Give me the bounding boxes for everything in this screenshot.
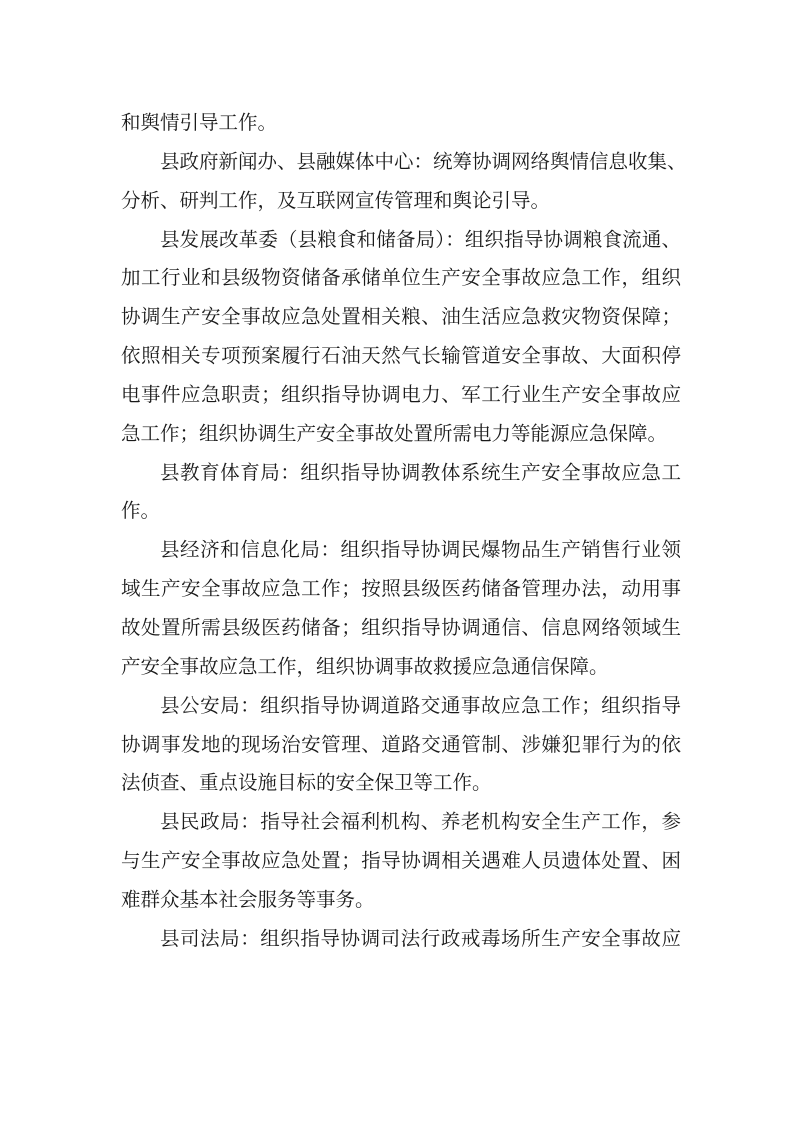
paragraph-line: 县政府新闻办、县融媒体中心：统筹协调网络舆情信息收集、 — [160, 149, 687, 173]
paragraph-line: 与生产安全事故应急处置；指导协调相关遇难人员遗体处置、困 — [121, 849, 681, 873]
paragraph-line: 协调事发地的现场治安管理、道路交通管制、涉嫌犯罪行为的依 — [121, 732, 681, 756]
paragraph-line: 难群众基本社会服务等事务。 — [121, 887, 375, 911]
paragraph — [121, 454, 681, 532]
paragraph-line: 域生产安全事故应急工作；按照县级医药储备管理办法，动用事 — [121, 577, 681, 601]
paragraph-line: 电事件应急职责；组织指导协调电力、军工行业生产安全事故应 — [121, 382, 681, 406]
paragraph-line: 县司法局：组织指导协调司法行政戒毒场所生产安全事故应 — [160, 926, 681, 950]
paragraph-line: 依照相关专项预案履行石油天然气长输管道安全事故、大面积停 — [121, 344, 681, 368]
paragraph — [121, 531, 681, 686]
paragraph — [121, 143, 687, 221]
paragraph-line: 产安全事故应急工作，组织协调事故救援应急通信保障。 — [121, 654, 609, 678]
paragraph-line: 县民政局：指导社会福利机构、养老机构安全生产工作，参 — [160, 810, 681, 834]
paragraph-line: 法侦查、重点设施目标的安全保卫等工作。 — [121, 771, 492, 795]
paragraph-line: 县教育体育局：组织指导协调教体系统生产安全事故应急工 — [160, 460, 681, 484]
paragraph-line: 加工行业和县级物资储备承储单位生产安全事故应急工作，组织 — [121, 266, 681, 290]
paragraph-line: 和舆情引导工作。 — [121, 111, 278, 134]
document-body — [121, 104, 687, 959]
paragraph — [121, 221, 681, 454]
paragraph — [121, 803, 681, 920]
paragraph — [121, 687, 681, 804]
paragraph — [121, 920, 681, 959]
paragraph — [121, 104, 681, 143]
paragraph-line: 县公安局：组织指导协调道路交通事故应急工作；组织指导 — [160, 693, 681, 717]
paragraph-line: 县经济和信息化局：组织指导协调民爆物品生产销售行业领 — [160, 538, 681, 562]
paragraph-line: 协调生产安全事故应急处置相关粮、油生活应急救灾物资保障； — [121, 305, 681, 329]
paragraph-line: 急工作；组织协调生产安全事故处置所需电力等能源应急保障。 — [121, 421, 668, 445]
paragraph-line: 作。 — [121, 499, 161, 523]
paragraph-line: 故处置所需县级医药储备；组织指导协调通信、信息网络领域生 — [121, 615, 681, 639]
paragraph-line: 分析、研判工作，及互联网宣传管理和舆论引导。 — [121, 188, 551, 212]
paragraph-line: 县发展改革委（县粮食和储备局）：组织指导协调粮食流通、 — [160, 227, 681, 251]
